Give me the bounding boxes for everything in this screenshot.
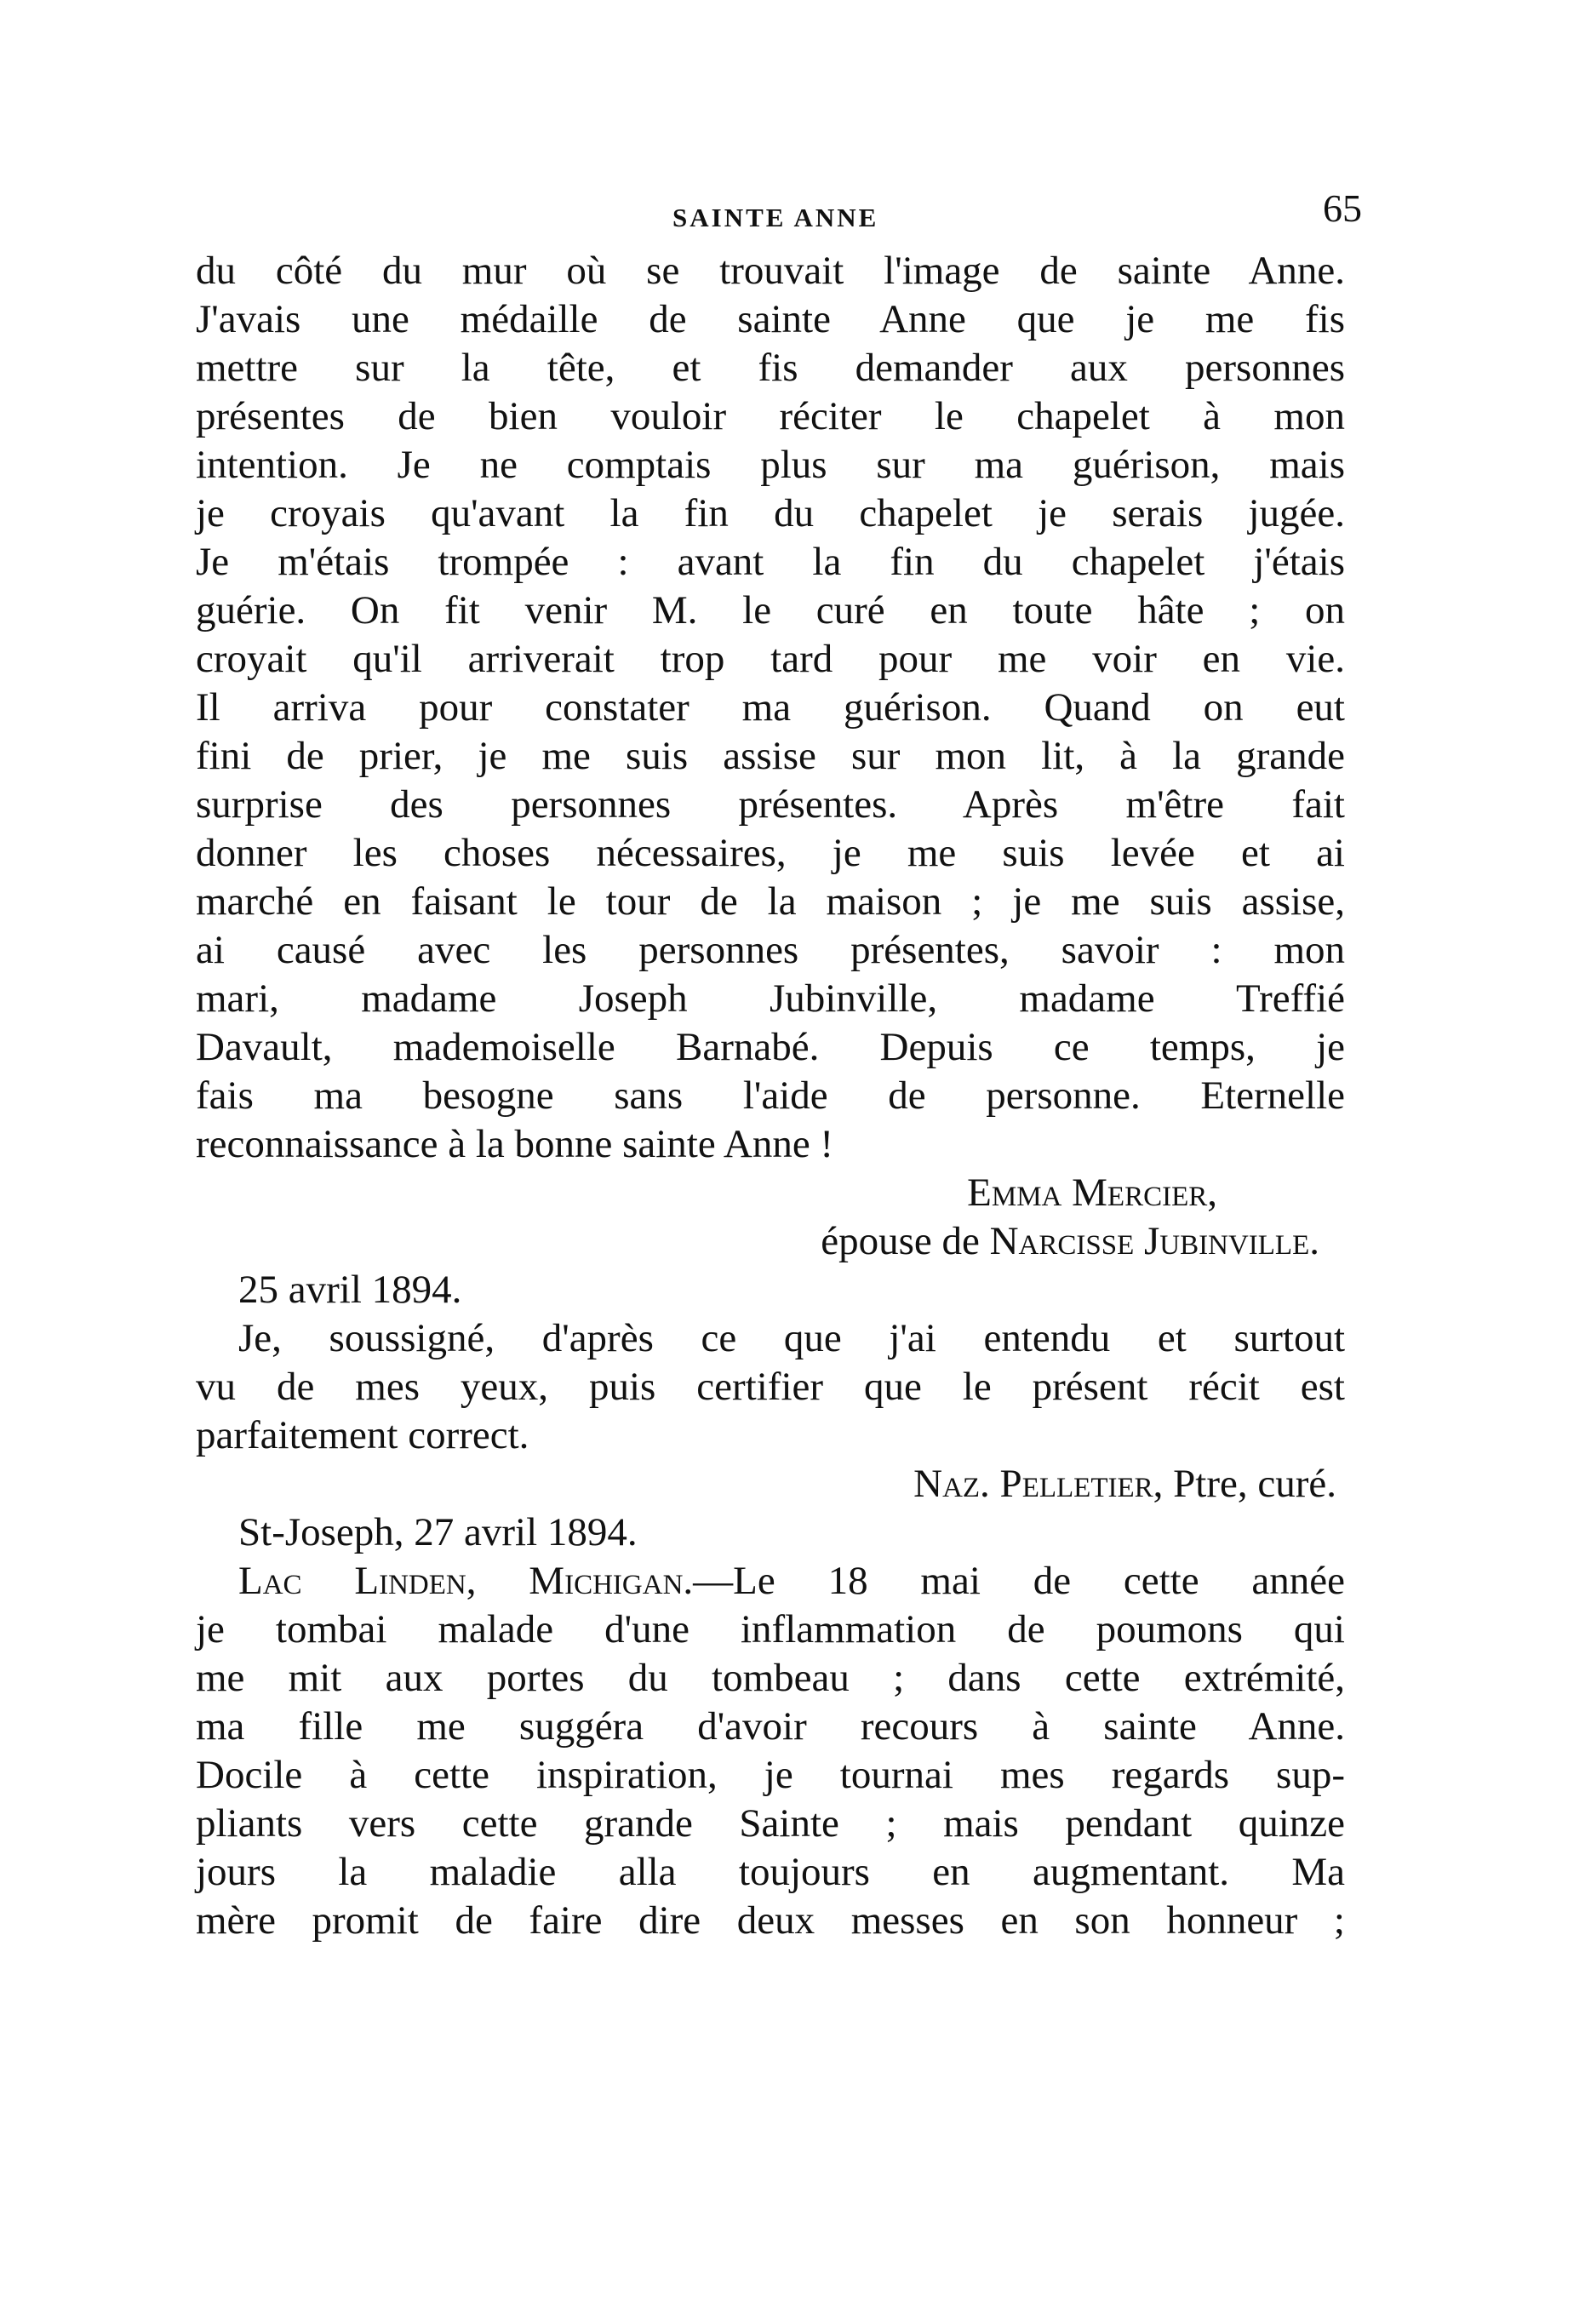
text-line: je tombai malade d'une inflammation de poumons qui <box>196 1607 1345 1651</box>
text-line: Je, soussigné, d'après ce que j'ai entendu et surtout <box>238 1316 1345 1360</box>
text-line: mère promit de faire dire deux messes en son honneur ; <box>196 1898 1345 1943</box>
page-number: 65 <box>1323 186 1362 230</box>
date-line: St-Joseph, 27 avril 1894. <box>238 1510 638 1554</box>
text-line: mari, madame Joseph Jubinville, madame Treffié <box>196 976 1345 1021</box>
text-line: guérie. On fit venir M. le curé en toute hâte ; on <box>196 588 1345 633</box>
spouse-name: Narcisse Jubinville. <box>989 1219 1319 1263</box>
text-line: ai causé avec les personnes présentes, savoir : mon <box>196 928 1345 972</box>
text-line: Davault, mademoiselle Barnabé. Depuis ce temps, je <box>196 1025 1345 1069</box>
text-line: surprise des personnes présentes. Après m'être fait <box>196 782 1345 827</box>
signature-name <box>196 1169 1345 1217</box>
text-line <box>196 1557 1345 1606</box>
text-line: pliants vers cette grande Sainte ; mais pendant quinze <box>196 1801 1345 1846</box>
priest-name: Naz. Pelletier, <box>913 1462 1164 1506</box>
text-line: reconnaissance à la bonne sainte Anne ! <box>196 1122 834 1166</box>
priest-title: Ptre, curé. <box>1163 1462 1336 1506</box>
text-line: du côté du mur où se trouvait l'image de sainte Anne. <box>196 249 1345 293</box>
paragraph-certification <box>196 1314 1345 1460</box>
signature-spouse <box>196 1217 1345 1266</box>
signature-priest <box>196 1460 1345 1508</box>
text-line: présentes de bien vouloir réciter le chapelet à mon <box>196 394 1345 438</box>
text-line: vu de mes yeux, puis certifier que le présent récit est <box>196 1365 1345 1409</box>
text-line: Il arriva pour constater ma guérison. Quand on eut <box>196 685 1345 730</box>
text-line: fini de prier, je me suis assise sur mon lit, à la grande <box>196 734 1345 778</box>
text-line: Docile à cette inspiration, je tournai mes regards sup- <box>196 1753 1345 1797</box>
paragraph-lac-linden <box>196 1557 1345 1945</box>
text-line: parfaitement correct. <box>196 1413 529 1457</box>
text-line: intention. Je ne comptais plus sur ma guérison, mais <box>196 443 1345 487</box>
paragraph-testimony <box>196 247 1345 1169</box>
page-header <box>196 170 1362 247</box>
book-page <box>196 170 1362 1945</box>
text-line: je croyais qu'avant la fin du chapelet je serais jugée. <box>196 491 1345 535</box>
text-line: fais ma besogne sans l'aide de personne. Eternelle <box>196 1073 1345 1118</box>
text-line: J'avais une médaille de sainte Anne que je me fis <box>196 297 1345 341</box>
text-line: me mit aux portes du tombeau ; dans cette extrémité, <box>196 1656 1345 1700</box>
spouse-prefix: épouse de <box>821 1219 990 1263</box>
text-line: ma fille me suggéra d'avoir recours à sainte Anne. <box>196 1704 1345 1749</box>
place-name: Lac Linden, Michigan. <box>238 1559 694 1603</box>
text-line: donner les choses nécessaires, je me suis levée et ai <box>196 831 1345 875</box>
text-line: Je m'étais trompée : avant la fin du chapelet j'étais <box>196 540 1345 584</box>
line-text: —Le 18 mai de cette année <box>693 1559 1345 1603</box>
text-line: marché en faisant le tour de la maison ; je me suis assise, <box>196 879 1345 924</box>
signatory-name: Emma Mercier, <box>967 1171 1217 1215</box>
text-line: croyait qu'il arriverait trop tard pour me voir en vie. <box>196 637 1345 681</box>
running-head: SAINTE ANNE <box>672 203 879 232</box>
text-line: mettre sur la tête, et fis demander aux personnes <box>196 346 1345 390</box>
text-line: jours la maladie alla toujours en augmentant. Ma <box>196 1850 1345 1894</box>
date-line: 25 avril 1894. <box>238 1268 462 1312</box>
